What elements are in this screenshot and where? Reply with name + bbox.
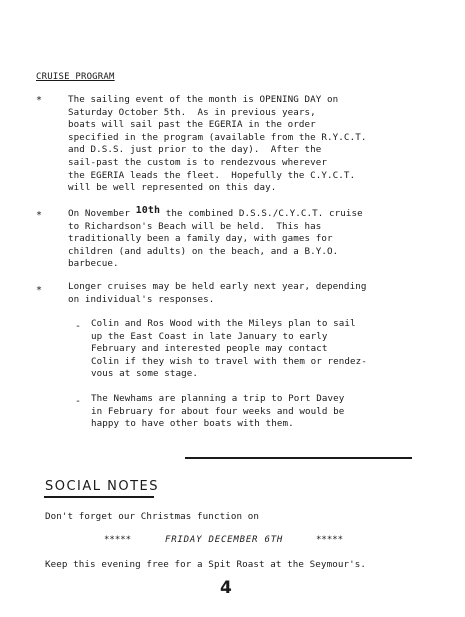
paragraph-line: barbecue. <box>68 258 119 270</box>
paragraph-line <box>68 205 413 221</box>
stars-right: ***** <box>316 535 344 545</box>
paragraph-line: in February for about four weeks and would be <box>91 405 345 417</box>
paragraph-line: The Newhams are planning a trip to Port Davey <box>91 393 345 404</box>
bullet-marker: * <box>36 210 43 221</box>
paragraph-line: up the East Coast in late January to early <box>91 330 328 342</box>
paragraph-line: will be well represented on this day. <box>68 182 277 194</box>
paragraph-line: children (and adults) on the beach, and a B.Y.O. <box>68 245 339 257</box>
closing-note-text: Keep this evening free for a Spit Roast at the Seymour's. <box>45 559 366 570</box>
paragraph-line: and D.S.S. just prior to the day). After the <box>68 144 322 156</box>
page-number: 4 <box>220 578 232 598</box>
cruise-program-heading: CRUISE PROGRAM <box>36 72 115 82</box>
newhams-subparagraph <box>91 393 421 431</box>
line-prefix: On November <box>68 208 136 219</box>
paragraph-line: Longer cruises may be held early next year, depending <box>68 281 367 292</box>
paragraph-line: The sailing event of the month is OPENING DAY on <box>68 94 339 105</box>
date-superscript: 10th <box>135 205 161 216</box>
paragraph-line: the EGERIA leads the fleet. Hopefully the C.Y.C.T. <box>68 169 356 181</box>
longer-cruises-paragraph <box>68 281 413 306</box>
dash-marker: - <box>75 321 82 332</box>
social-notes-heading: SOCIAL NOTES <box>45 479 160 494</box>
paragraph-line: traditionally been a family day, with games for <box>68 233 333 245</box>
bullet-marker: * <box>36 95 43 106</box>
paragraph-line: February and interested people may contact <box>91 343 328 355</box>
event-date: FRIDAY DECEMBER 6TH <box>165 535 284 545</box>
bullet-marker: * <box>36 285 43 296</box>
section-divider <box>185 457 412 459</box>
paragraph-line: specified in the program (available from the R.Y.C.T. <box>68 131 367 143</box>
opening-day-paragraph <box>68 94 413 195</box>
dash-marker: - <box>75 396 82 407</box>
paragraph-line: boats will sail past the EGERIA in the order <box>68 119 316 131</box>
paragraph-line: Colin if they wish to travel with them or rendez- <box>91 355 367 367</box>
paragraph-line: happy to have other boats with them. <box>91 418 294 430</box>
november-cruise-paragraph <box>68 205 413 271</box>
paragraph-line: to Richardson's Beach will be held. This has <box>68 220 322 232</box>
paragraph-line: vous at some stage. <box>91 368 198 380</box>
stars-left: ***** <box>104 535 132 545</box>
paragraph-line: on individual's responses. <box>68 293 215 305</box>
heading-underline <box>44 496 154 498</box>
wood-miley-subparagraph <box>91 318 421 381</box>
christmas-reminder-text: Don't forget our Christmas function on <box>45 511 259 522</box>
paragraph-line: Saturday October 5th. As in previous years, <box>68 106 316 118</box>
paragraph-line: Colin and Ros Wood with the Mileys plan to sail <box>91 318 356 329</box>
paragraph-line: sail-past the custom is to rendezvous wherever <box>68 156 328 168</box>
line-suffix: the combined D.S.S./C.Y.C.T. cruise <box>160 208 363 219</box>
